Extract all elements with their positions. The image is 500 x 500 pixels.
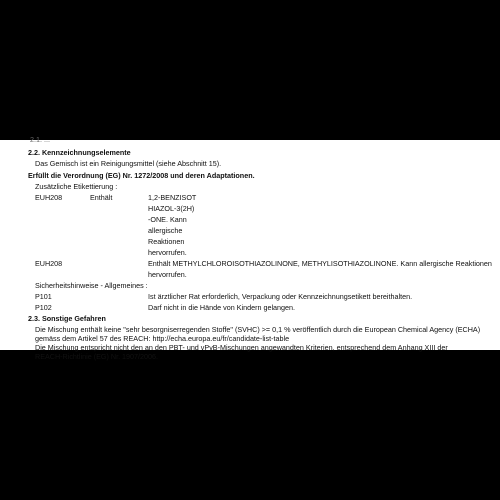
euh208-text-1-line-1: 1,2-BENZISOT (148, 193, 197, 202)
euh208-text-1-line-5: Reaktionen (148, 237, 185, 246)
svhc-line-2: gemäss dem Artikel 57 des REACH: http://echa.europa.eu/fr/candidate-list-table (35, 334, 290, 343)
p102-code: P102 (35, 303, 52, 312)
pbt-line-2: REACH-Richtlinie (EG) Nr. 1907/2006. (35, 352, 159, 361)
section-2-2-heading: 2.2. Kennzeichnungselemente (28, 148, 131, 157)
euh208-text-1-line-4: allergische (148, 226, 183, 235)
euh208-text-1-line-6: hervorrufen. (148, 248, 187, 257)
euh208-code-2: EUH208 (35, 259, 63, 268)
euh208-code-1: EUH208 (35, 193, 63, 202)
additional-label: Zusätzliche Etikettierung : (35, 182, 118, 191)
euh208-text-1-line-2: HIAZOL-3(2H) (148, 204, 195, 213)
euh208-contains: Enthält (90, 193, 113, 202)
euh208-text-2-line-2: hervorrufen. (148, 270, 187, 279)
p102-text: Darf nicht in die Hände von Kindern gelangen. (148, 303, 296, 312)
pbt-line-1: Die Mischung entspricht nicht den an den PBT- und vPvB-Mischungen angewandten Kriterien, entsprechend dem Anhang XIII der (35, 343, 448, 352)
mixture-note: Das Gemisch ist ein Reinigungsmittel (siehe Abschnitt 15). (35, 159, 222, 168)
document-page (0, 135, 500, 361)
p101-code: P101 (35, 292, 52, 301)
p101-text: Ist ärztlicher Rat erforderlich, Verpackung oder Kennzeichnungsetikett bereithalten. (148, 292, 413, 301)
regulation-heading: Erfüllt die Verordnung (EG) Nr. 1272/2008 und deren Adaptationen. (28, 171, 255, 180)
euh208-text-2-line-1: Enthält METHYLCHLOROISOTHIAZOLINONE, METHYLISOTHIAZOLINONE. Kann allergische Reaktionen (148, 259, 492, 268)
section-2-3-heading: 2.3. Sonstige Gefahren (28, 314, 106, 323)
clipped-top-text: 2.1. ... (30, 135, 50, 144)
svhc-line-1: Die Mischung enthält keine "sehr besorgniserregenden Stoffe" (SVHC) >= 0,1 % veröffentlich durch die European Chemical Agency (ECHA) (35, 325, 481, 334)
euh208-text-1-line-3: -ONE. Kann (148, 215, 187, 224)
safety-general-heading: Sicherheitshinweise - Allgemeines : (35, 281, 148, 290)
